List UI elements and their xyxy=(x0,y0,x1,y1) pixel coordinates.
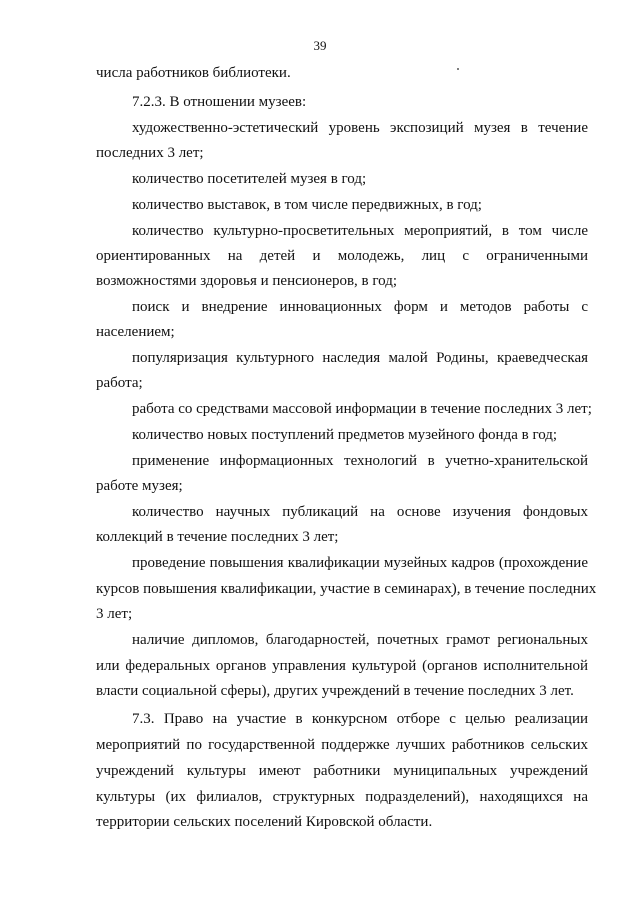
text-line: проведение повышения квалификации музейных кадров (прохождение xyxy=(132,555,588,571)
text-line: числа работников библиотеки. xyxy=(96,65,291,81)
text-line: количество выставок, в том числе передвижных, в год; xyxy=(132,197,482,213)
text-line: поиск и внедрение инновационных форм и методов работы с xyxy=(132,299,588,315)
text-line: наличие дипломов, благодарностей, почетных грамот региональных xyxy=(132,632,588,648)
text-line: курсов повышения квалификации, участие в семинарах), в течение последних xyxy=(96,581,597,597)
text-line: количество культурно-просветительных мероприятий, в том числе xyxy=(132,223,588,239)
text-line: 7.3. Право на участие в конкурсном отборе с целью реализации xyxy=(132,711,588,727)
text-line: художественно-эстетический уровень экспозиций музея в течение xyxy=(132,120,588,136)
text-line: коллекций в течение последних 3 лет; xyxy=(96,529,339,545)
text-line: 3 лет; xyxy=(96,606,133,622)
text-line: количество посетителей музея в год; xyxy=(132,171,367,187)
text-line: количество научных публикаций на основе изучения фондовых xyxy=(132,504,588,520)
text-line: возможностями здоровья и пенсионеров, в год; xyxy=(96,273,398,289)
text-line: или федеральных органов управления культурой (органов исполнительной xyxy=(96,658,588,674)
text-line: мероприятий по государственной поддержке лучших работников сельских xyxy=(96,737,588,753)
text-line: популяризация культурного наследия малой Родины, краеведческая xyxy=(132,350,588,366)
text-line: последних 3 лет; xyxy=(96,145,204,161)
text-line: культуры (их филиалов, структурных подразделений), находящихся на xyxy=(96,789,588,805)
text-line: работа со средствами массовой информации в течение последних 3 лет; xyxy=(132,401,592,417)
text-line: населением; xyxy=(96,324,175,340)
text-line: применение информационных технологий в учетно-хранительской xyxy=(132,453,588,469)
scan-speck xyxy=(457,68,459,70)
text-line: количество новых поступлений предметов музейного фонда в год; xyxy=(132,427,558,443)
text-line: учреждений культуры имеют работники муниципальных учреждений xyxy=(96,763,588,779)
text-line: власти социальной сферы), других учреждений в течение последних 3 лет. xyxy=(96,683,574,699)
text-line: работе музея; xyxy=(96,478,183,494)
text-line: территории сельских поселений Кировской области. xyxy=(96,814,433,830)
text-line: 7.2.3. В отношении музеев: xyxy=(132,94,307,110)
text-line: работа; xyxy=(96,375,143,391)
page-number: 39 xyxy=(313,38,327,53)
text-line: ориентированных на детей и молодежь, лиц с ограниченными xyxy=(96,248,588,264)
